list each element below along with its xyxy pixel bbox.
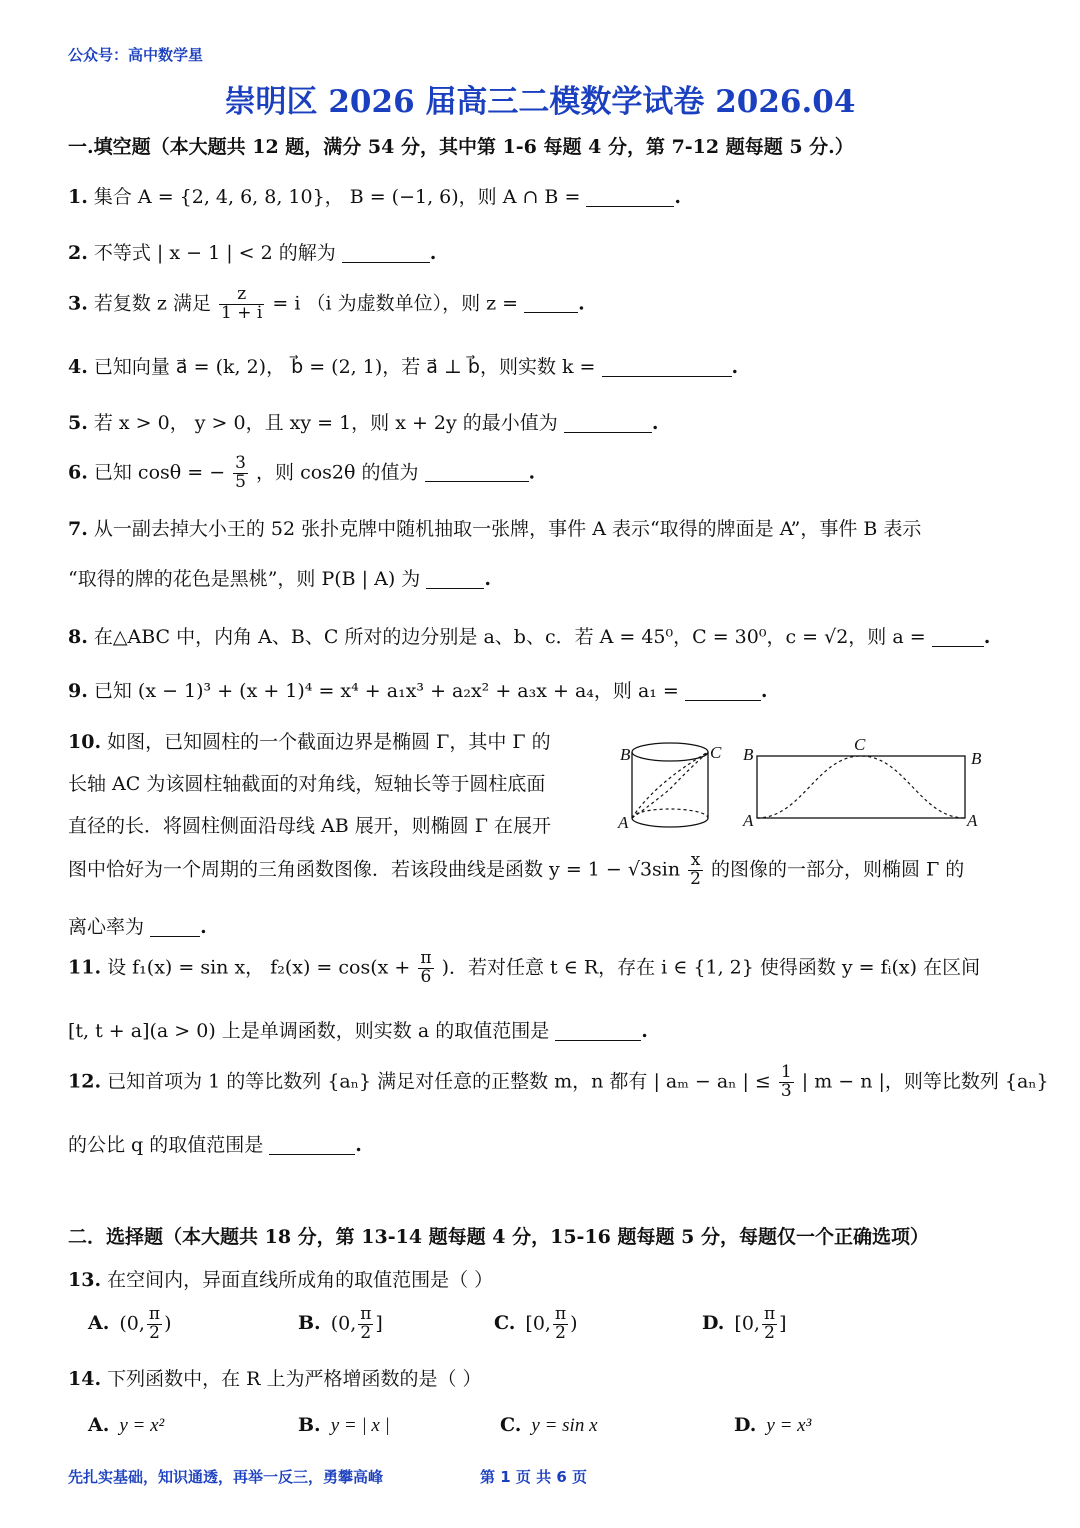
question-text: 下列函数中，在 R 上为严格增函数的是（ ） <box>107 1368 482 1390</box>
question-10-line3: 直径的长．将圆柱侧面沿母线 AB 展开，则椭圆 Γ 在展开 <box>68 815 552 837</box>
question-13 <box>68 1265 493 1292</box>
answer-blank <box>150 917 200 937</box>
question-text: | m − n |，则等比数列 {aₙ} <box>801 1070 1049 1093</box>
question-text: ，则 cos2θ 的值为 <box>256 461 419 484</box>
answer-blank <box>555 1021 641 1041</box>
question-text: = i （i 为虚数单位），则 z = <box>272 292 519 315</box>
question-14 <box>68 1364 482 1391</box>
question-number: 13. <box>68 1269 102 1291</box>
figure-label-a-right: A <box>967 811 978 830</box>
answer-blank <box>426 569 484 589</box>
answer-blank <box>524 293 578 313</box>
question-text: 在△ABC 中，内角 A、B、C 所对的边分别是 a、b、c．若 A = 45⁰，C = 30⁰，c = √2，则 a = <box>93 626 926 648</box>
option-13-d[interactable]: D. [0, $\frac{\pi}{2}$ ] <box>702 1304 787 1343</box>
question-number: 10. <box>68 731 102 753</box>
option-14-a[interactable]: A. y = x² <box>88 1414 165 1436</box>
answer-blank <box>564 413 652 433</box>
question-10-line4 <box>68 852 964 889</box>
answer-blank <box>269 1135 355 1155</box>
question-text: 若 x > 0， y > 0，且 xy = 1，则 x + 2y 的最小值为 <box>93 412 558 434</box>
footer-slogan: 先扎实基础，知识通透，再举一反三，勇攀高峰 <box>68 1468 384 1486</box>
question-text: 的公比 q 的取值范围是 <box>68 1134 264 1156</box>
question-text: 若复数 z 满足 <box>93 292 211 315</box>
figure-label-c: C <box>710 743 722 762</box>
question-text: 在空间内，异面直线所成角的取值范围是（ ） <box>107 1269 494 1291</box>
question-number: 7. <box>68 518 88 540</box>
page-number: 第 1 页 共 6 页 <box>480 1468 587 1486</box>
question-7 <box>68 514 921 541</box>
question-10 <box>68 727 551 754</box>
question-9: 9. 已知 (x − 1)³ + (x + 1)⁴ = x⁴ + a₁x³ + a₂x² + a₃x + a₄，则 a₁ = . <box>68 680 768 702</box>
question-number: 12. <box>68 1070 102 1093</box>
question-8: 8. 在△ABC 中，内角 A、B、C 所对的边分别是 a、b、c．若 A = 45⁰，C = 30⁰，c = √2，则 a = . <box>68 626 991 648</box>
question-number: 5. <box>68 412 88 434</box>
section2-heading: 二．选择题（本大题共 18 分，第 13-14 题每题 4 分，15-16 题每题 5 分，每题仅一个正确选项） <box>68 1226 929 1248</box>
option-14-b[interactable]: B. y = | x | <box>298 1414 390 1436</box>
question-11 <box>68 950 980 987</box>
cylinder-figure <box>612 734 1002 840</box>
question-text: 已知 cosθ = − <box>93 461 226 484</box>
question-text: 设 f₁(x) = sin x， f₂(x) = cos(x + <box>107 956 411 979</box>
question-text: 图中恰好为一个周期的三角函数图像．若该段曲线是函数 y = 1 − √3sin <box>68 858 681 881</box>
question-number: 14. <box>68 1368 102 1390</box>
answer-blank <box>932 627 984 647</box>
question-text: 已知首项为 1 的等比数列 {aₙ} 满足对任意的正整数 m，n 都有 | aₘ − aₙ | ≤ <box>107 1070 771 1093</box>
question-11-line2: [t, t + a](a > 0) 上是单调函数，则实数 a 的取值范围是 . <box>68 1020 648 1042</box>
question-number: 3. <box>68 292 88 315</box>
question-10-line2: 长轴 AC 为该圆柱轴截面的对角线，短轴长等于圆柱底面 <box>68 773 546 795</box>
fraction: $\frac{z}{1 + i}$ <box>221 284 263 323</box>
figure-label-c-top: C <box>854 735 866 754</box>
figure-label-a-left: A <box>743 811 754 830</box>
fraction: $\frac{x}{2}$ <box>690 850 701 889</box>
question-3: 3. 若复数 z 满足 $\frac{z}{1 + i}$ = i （i 为虚数单位），则 z = . <box>68 284 585 323</box>
fraction: $\frac{\pi}{6}$ <box>420 948 432 987</box>
answer-blank <box>342 243 430 263</box>
answer-blank <box>586 187 674 207</box>
answer-blank <box>425 462 529 482</box>
question-text: 已知向量 a⃗ = (k, 2)， b⃗ = (2, 1)，若 a⃗ ⊥ b⃗，则实数 k = <box>93 356 596 378</box>
question-text: 不等式 | x − 1 | < 2 的解为 <box>93 242 336 264</box>
option-13-a[interactable]: A. (0, $\frac{\pi}{2}$ ) <box>88 1304 172 1343</box>
question-5: 5. 若 x > 0， y > 0，且 xy = 1，则 x + 2y 的最小值为 . <box>68 412 659 434</box>
question-number: 1. <box>68 186 88 208</box>
fraction: $\frac{1}{3}$ <box>780 1062 792 1101</box>
question-text: [t, t + a](a > 0) 上是单调函数，则实数 a 的取值范围是 <box>68 1020 550 1042</box>
option-14-c[interactable]: C. y = sin x <box>500 1414 598 1436</box>
option-13-b[interactable]: B. (0, $\frac{\pi}{2}$ ] <box>298 1304 383 1343</box>
fraction: $\frac{3}{5}$ <box>235 453 246 492</box>
figure-label-b-left: B <box>743 745 754 764</box>
question-text: 从一副去掉大小王的 52 张扑克牌中随机抽取一张牌，事件 A 表示“取得的牌面是 A”，事件 B 表示 <box>93 518 922 540</box>
question-2: 2. 不等式 | x − 1 | < 2 的解为 . <box>68 242 437 264</box>
question-number: 6. <box>68 461 88 484</box>
question-12 <box>68 1064 1049 1101</box>
question-number: 8. <box>68 626 88 648</box>
question-text: “取得的牌的花色是黑桃”，则 P(B | A) 为 <box>68 568 421 590</box>
figure-label-b: B <box>620 745 631 764</box>
question-text: 的图像的一部分，则椭圆 Γ 的 <box>711 858 965 881</box>
question-text: 已知 (x − 1)³ + (x + 1)⁴ = x⁴ + a₁x³ + a₂x² + a₃x + a₄，则 a₁ = <box>93 680 679 702</box>
question-10-line5: 离心率为 . <box>68 916 207 938</box>
question-number: 2. <box>68 242 88 264</box>
question-text: 集合 A = {2, 4, 6, 8, 10}， B = (−1, 6)，则 A ∩ B = <box>93 186 581 208</box>
figure-label-b-right: B <box>971 749 982 768</box>
option-13-c[interactable]: C. [0, $\frac{\pi}{2}$ ) <box>494 1304 578 1343</box>
question-text: 离心率为 <box>68 916 145 938</box>
option-14-d[interactable]: D. y = x³ <box>734 1414 812 1436</box>
section1-heading: 一.填空题（本大题共 12 题，满分 54 分，其中第 1-6 每题 4 分，第 7-12 题每题 5 分.） <box>68 136 854 158</box>
question-7-continued: “取得的牌的花色是黑桃”，则 P(B | A) 为 . <box>68 568 491 590</box>
question-number: 9. <box>68 680 88 702</box>
watermark-header: 公众号：高中数学星 <box>68 46 204 64</box>
question-1: 1. 集合 A = {2, 4, 6, 8, 10}， B = (−1, 6)，则 A ∩ B = . <box>68 186 682 208</box>
answer-blank <box>602 357 732 377</box>
question-number: 11. <box>68 956 102 979</box>
question-text: )．若对任意 t ∈ R，存在 i ∈ {1, 2} 使得函数 y = fᵢ(x) 在区间 <box>441 956 981 979</box>
question-12-line2: 的公比 q 的取值范围是 . <box>68 1134 362 1156</box>
question-4: 4. 已知向量 a⃗ = (k, 2)， b⃗ = (2, 1)，若 a⃗ ⊥ b⃗，则实数 k = . <box>68 356 739 378</box>
answer-blank <box>685 681 761 701</box>
question-number: 4. <box>68 356 88 378</box>
question-6: 6. 已知 cosθ = − $\frac{3}{5}$ ，则 cos2θ 的值为 . <box>68 453 536 492</box>
figure-label-a: A <box>618 813 629 832</box>
question-text: 如图，已知圆柱的一个截面边界是椭圆 Γ，其中 Γ 的 <box>107 731 551 753</box>
page-title: 崇明区 2026 届高三二模数学试卷 2026.04 <box>224 84 856 120</box>
